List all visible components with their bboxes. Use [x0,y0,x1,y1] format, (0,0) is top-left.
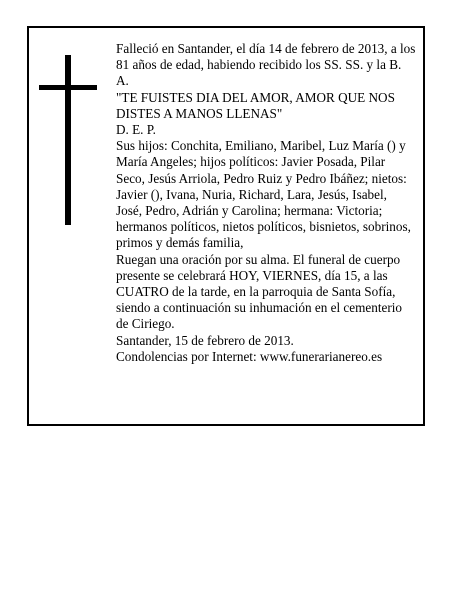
place-date: Santander, 15 de febrero de 2013. [116,332,294,348]
family-list: Sus hijos: Conchita, Emiliano, Maribel, Luz María () y María Angeles; hijos políticos: Javier Posada, Pilar Seco, Jesús Arriola, Pedro Ruiz y Pedro Ibáñez; nietos: Javier (), Ivana, Nuria, Richard, Lara, Jesús, Isabel, José, Pedro, Adrián y Carolina; hermana: Victoria; hermanos políticos, nietos políticos, bisnietos, sobrinos, primos y demás familia, [116,138,411,251]
condolences-line: Condolencias por Internet: www.funerarianereo.es [116,348,383,364]
death-announcement: Falleció en Santander, el día 14 de febrero de 2013, a los 81 años de edad, habiendo recibido los SS. SS. y la B. A. [116,41,416,89]
obituary-notice [27,26,425,426]
funeral-details: Ruegan una oración por su alma. El funeral de cuerpo presente se celebrará HOY, VIERNES, día 15, a las CUATRO de la tarde, en la parroquia de Santa Sofía, siendo a continuación su inhumación en el cementerio de Ciriego. [116,251,403,332]
cross-icon [39,55,97,225]
obituary-text [116,41,416,365]
memorial-quote: "TE FUISTES DIA DEL AMOR, AMOR QUE NOS DISTES A MANOS LLENAS" [116,89,395,121]
cross-vertical-bar [65,55,71,225]
cross-horizontal-bar [39,85,97,90]
rest-in-peace: D. E. P. [116,122,156,138]
